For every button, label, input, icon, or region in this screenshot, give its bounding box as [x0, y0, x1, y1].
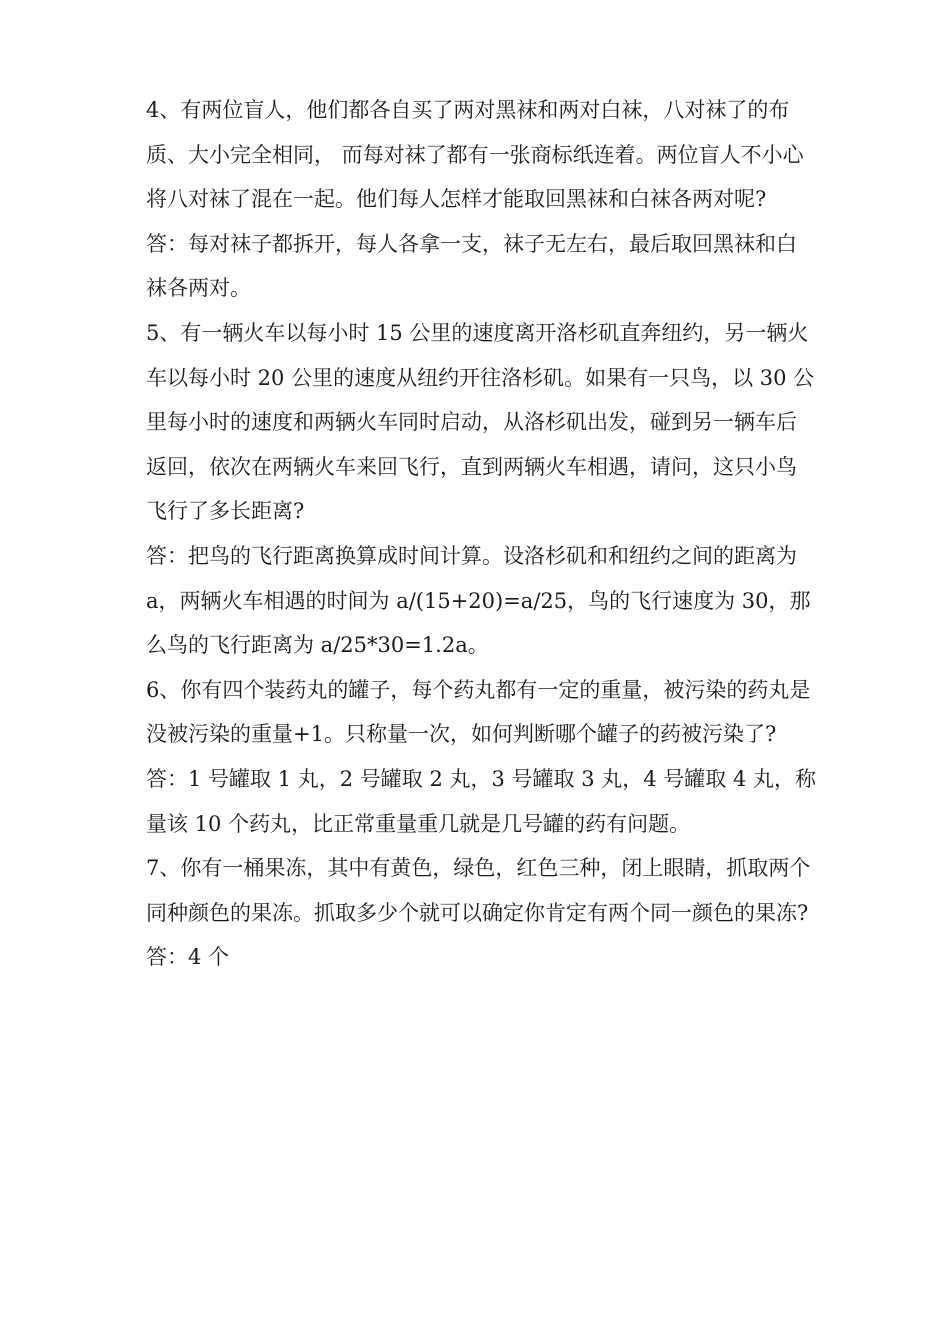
answer-5-paragraph: 答：把鸟的飞行距离换算成时间计算。设洛杉矶和和纽约之间的距离为 a，两辆火车相遇的时间为 a/(15+20)=a/25，鸟的飞行速度为 30，那么鸟的飞行距离为 a/25*30=1.2a。 — [146, 543, 811, 658]
question-6-paragraph: 6、你有四个装药丸的罐子，每个药丸都有一定的重量，被污染的药丸是没被污染的重量+1。只称量一次，如何判断哪个罐子的药被污染了? — [146, 677, 811, 747]
question-7-paragraph: 7、你有一桶果冻，其中有黄色，绿色，红色三种，闭上眼睛，抓取两个同种颜色的果冻。抓取多少个就可以确定你肯定有两个同一颜色的果冻? — [146, 856, 811, 925]
answer-6-paragraph: 答：1 号罐取 1 丸，2 号罐取 2 丸，3 号罐取 3 丸，4 号罐取 4 丸，称量该 10 个药丸，比正常重量重几就是几号罐的药有问题。 — [146, 766, 816, 836]
document-body — [146, 88, 816, 980]
answer-7-paragraph: 答：4 个 — [146, 945, 230, 970]
question-4-paragraph: 4、有两位盲人，他们都各自买了两对黑袜和两对白袜，八对袜了的布质、大小完全相同， 而每对袜了都有一张商标纸连着。两位盲人不小心将八对袜了混在一起。他们每人怎样才能取回黑袜和白袜各两对呢? — [146, 98, 804, 212]
answer-4-paragraph: 答：每对袜子都拆开，每人各拿一支，袜子无左右，最后取回黑袜和白袜各两对。 — [146, 231, 797, 301]
question-5-paragraph: 5、有一辆火车以每小时 15 公里的速度离开洛杉矶直奔纽约，另一辆火车以每小时 20 公里的速度从纽约开往洛杉矶。如果有一只鸟，以 30 公里每小时的速度和两辆火车同时启动，从洛杉矶出发，碰到另一辆车后返回，依次在两辆火车来回飞行，直到两辆火车相遇，请问，这只小鸟飞行了多长距离? — [146, 320, 815, 524]
